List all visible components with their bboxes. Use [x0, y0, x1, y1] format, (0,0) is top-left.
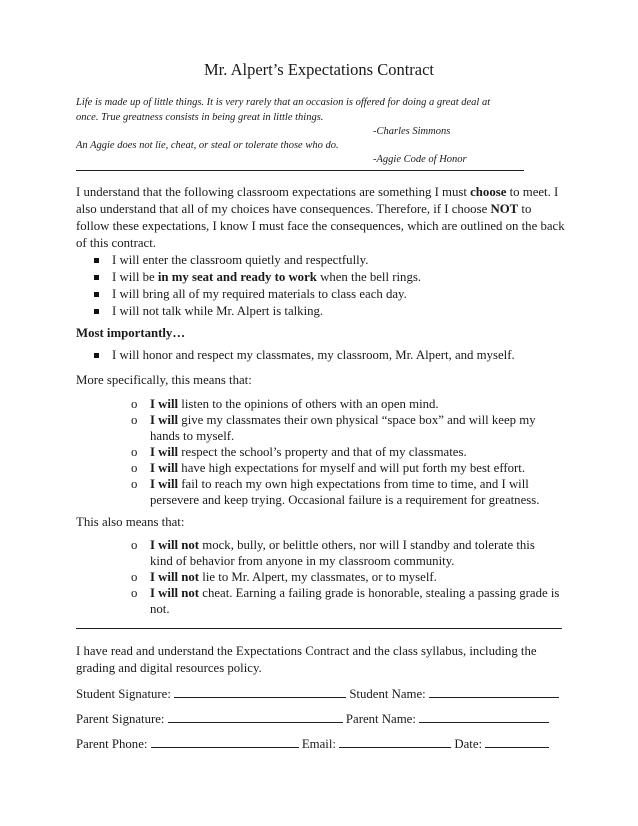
email-label: Email:	[301, 737, 336, 751]
student-signature-field[interactable]	[174, 685, 346, 698]
intro-paragraph: I understand that the following classroom expectations are something I must choose to meet. I also understand that all of my choices have consequences. Therefore, if I choose NOT to follow these expectations, I know I must face the consequences, which are outlined on the back of this contract.	[76, 185, 565, 250]
parent-name-field[interactable]	[419, 710, 549, 723]
specifically-heading: More specifically, this means that:	[76, 373, 252, 387]
bullet-square-icon	[94, 353, 99, 358]
bullet-square-icon	[94, 275, 99, 280]
date-field[interactable]	[485, 735, 549, 748]
acknowledgement-paragraph: I have read and understand the Expectations Contract and the class syllabus, including the grading and digital resources policy.	[76, 644, 537, 675]
date-label: Date:	[454, 737, 483, 751]
quote-simmons-line2: once. True greatness consists in being great in little things.	[76, 112, 324, 123]
parent-name-label: Parent Name:	[345, 712, 416, 726]
page-title: Mr. Alpert’s Expectations Contract	[203, 60, 435, 79]
circle-bullet-icon: o	[131, 477, 138, 491]
student-signature-label: Student Signature:	[76, 687, 171, 701]
email-field[interactable]	[339, 735, 451, 748]
circle-bullet-icon: o	[131, 586, 138, 600]
circle-bullet-icon: o	[131, 538, 138, 552]
circle-bullet-icon: o	[131, 413, 138, 427]
circle-bullet-icon: o	[131, 397, 138, 411]
quote-simmons-line1: Life is made up of little things. It is very rarely that an occasion is offered for doing a great deal at	[76, 97, 491, 108]
quote-aggie-author: -Aggie Code of Honor	[373, 154, 467, 165]
student-name-field[interactable]	[429, 685, 559, 698]
signature-row-student	[76, 685, 564, 703]
quote-simmons-author: -Charles Simmons	[373, 126, 451, 137]
parent-signature-field[interactable]	[168, 710, 343, 723]
student-name-label: Student Name:	[349, 687, 426, 701]
bullet-square-icon	[94, 292, 99, 297]
quote-aggie-line: An Aggie does not lie, cheat, or steal or tolerate those who do.	[76, 140, 339, 151]
divider-top	[76, 170, 524, 171]
divider-bottom	[76, 628, 562, 629]
signature-row-parent	[76, 710, 564, 728]
parent-phone-field[interactable]	[151, 735, 299, 748]
bullet-square-icon	[94, 309, 99, 314]
circle-bullet-icon: o	[131, 461, 138, 475]
signature-row-contact	[76, 735, 564, 753]
parent-phone-label: Parent Phone:	[76, 737, 148, 751]
most-importantly-heading: Most importantly…	[76, 326, 186, 340]
circle-bullet-icon: o	[131, 570, 138, 584]
also-heading: This also means that:	[76, 515, 185, 529]
bullet-square-icon	[94, 258, 99, 263]
circle-bullet-icon: o	[131, 445, 138, 459]
parent-signature-label: Parent Signature:	[76, 712, 165, 726]
contract-page: Mr. Alpert’s Expectations Contract Life is made up of little things. It is very rarely that an occasion is offered for doing a great deal at once. True greatness consists in being great in little things. -Charles Simmons An Aggie does not lie, cheat, or steal or tolerate those who do. -Aggie Code of Honor I understand that the following classroom expectations are something I must choose to meet. I also understand that all of my choices have consequences. Therefore, if I choose NOT to follow these expectations, I know I must face the consequences, which are outlined on the back of this contract. I will enter the classroom quietly and respectfully. I will be in my seat and ready to work when the bell rings. I will bring all of my required materials to class each day. I will not talk while Mr. Alpert is talking. Most importantly… I will honor and respect my classmates, my classroom, Mr. Alpert, and myself. More specifically, this means that: o I will listen to the opinions of others with an open mind. o I will give my classmates their own physical “space box” and will keep my hands to myself. o I will respect the school’s property and that of my classmates. o I will have high expectations for myself and will put forth my best effort. o I will fail to reach my own high expectations from time to time, and I will persevere and keep trying. Occasional failure is a requirement for greatness. This also means that: o I will not mock, bully, or belittle others, nor will I standby and tolerate this kind of behavior from anyone in my classroom community. o I will not lie to Mr. Alpert, my classmates, or to myself. o I will not cheat. Earning a failing grade is honorable, stealing a passing grade is not. I have read and understand the Expectations Contract and the class syllabus, including the grading and digital resources policy. Student Signature: Student Name: Parent Signature: Parent Name: Parent Phone: Email: Date:	[0, 0, 638, 826]
